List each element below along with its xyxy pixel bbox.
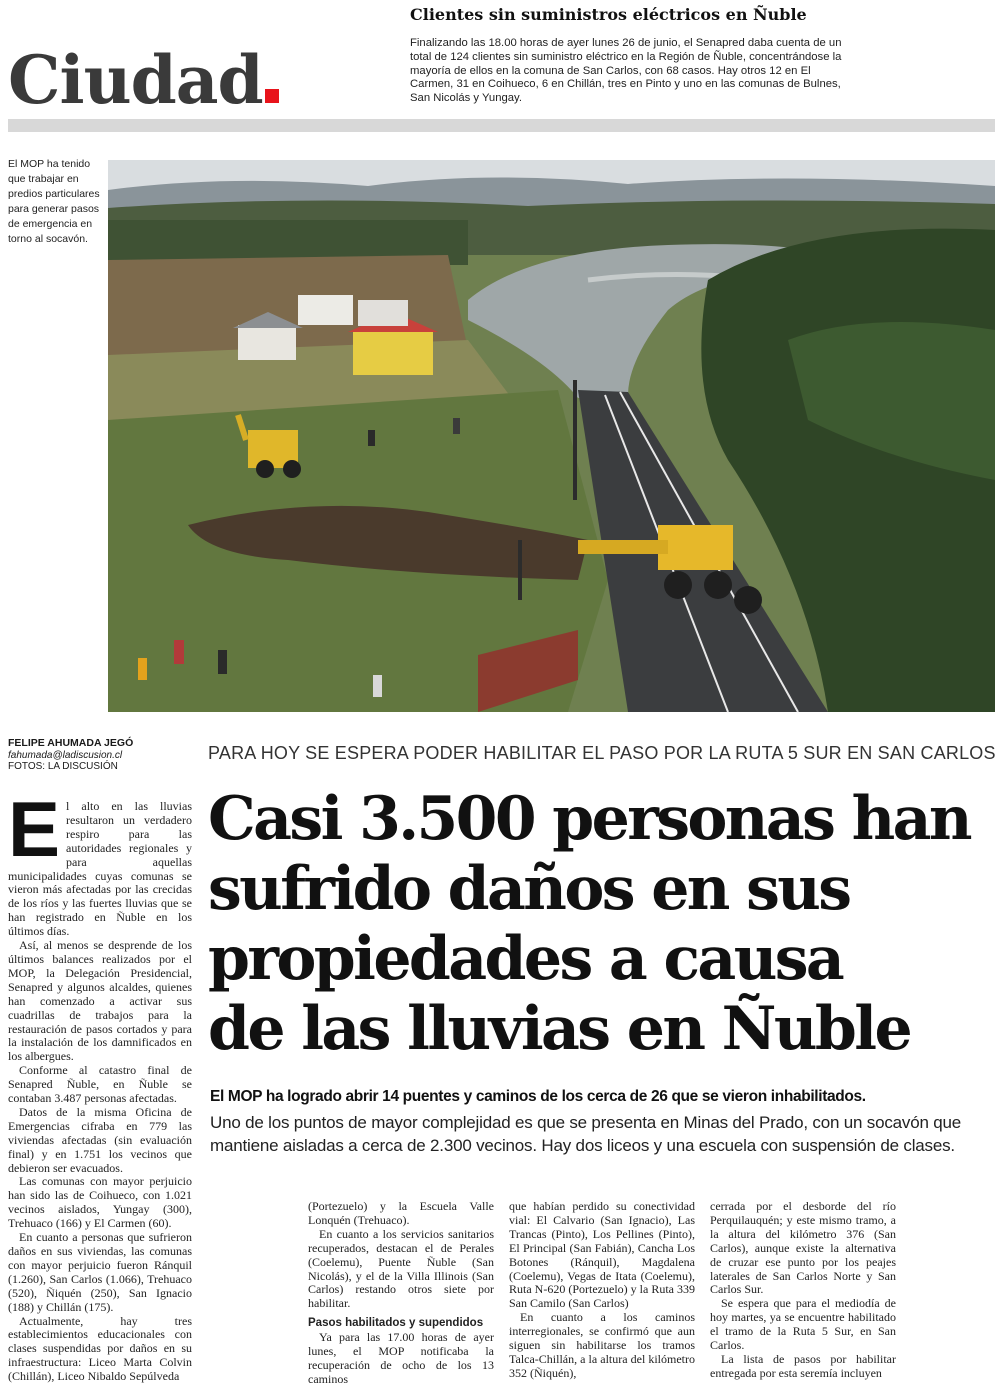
paragraph: En cuanto a los caminos interregionales, se confirmó que aun siguen sin habilitarse los tramos Talca-Chillán, a la altura del kilómetro 352 (Ñiquén), (509, 1310, 695, 1380)
paragraph: Así, al menos se desprende de los últimos balances realizados por el MOP, la Delegación Presidencial, Senapred y algunos alcaldes, quienes han comenzado a activar sus cuadrillas de trabajos para la restauración de pasos cortados y para la instalación de los damnificados en los albergues. (8, 938, 192, 1064)
paragraph: Datos de la misma Oficina de Emergencias cifraba en 779 las viviendas afectadas (sin evaluación final) y en 1.751 los vecinos que debieron ser evacuados. (8, 1104, 192, 1175)
paragraph: Ya para las 17.00 horas de ayer lunes, el MOP notificaba la recuperación de ocho de los 13 caminos (308, 1330, 494, 1386)
paragraph: que habían perdido su conectividad vial: El Calvario (San Ignacio), Las Trancas (Pinto), Los Pellines (Pinto), El Principal (San Fabián), Cancha Los Botones (Ránquil), Magdalena (Coelemu), Vegas de Itata (Coelemu), Ruta N-620 (Portezuelo) y la Ruta 339 San Camilo (San Carlos) (509, 1199, 695, 1311)
article-summary: Uno de los puntos de mayor complejidad es que se presenta en Minas del Prado, con un socavón que mantiene aisladas a cerca de 2.300 vecinos. Hay dos liceos y una escuela con suspensión de clases. (210, 1113, 962, 1155)
byline-author: FELIPE AHUMADA JEGÓ (8, 737, 134, 749)
headline-line: sufrido daños en sus (208, 854, 850, 924)
section-title (8, 40, 279, 120)
paragraph: (Portezuelo) y la Escuela Valle Lonquén (Trehuaco). (308, 1199, 494, 1227)
brief-body: Finalizando las 18.00 horas de ayer lunes 26 de junio, el Senapred daba cuenta de un total de 124 clientes sin suministro eléctrico en la Región de Ñuble, concentrándose la mayoría de ellos en la comuna de San Carlos, con 68 casos. Hay otros 12 en El Carmen, 31 en Coihueco, 6 en Chillán, tres en Pinto y uno en las comunas de Bulnes, San Nicolás y Yungay. (410, 37, 842, 105)
photo-caption: El MOP ha tenido que trabajar en predios particulares para generar pasos de emergencia en torno al socavón. (8, 158, 100, 245)
drop-cap: E (8, 785, 61, 873)
paragraph: cerrada por el desborde del río Perquilauquén; y este mismo tramo, a la altura del kilómetro 376 (San Carlos), aunque existe la alternativa de cruzar ese punto por los peajes laterales de San Carlos Norte y San Carlos Sur. (710, 1199, 896, 1297)
headline-line: propiedades a causa (208, 924, 843, 994)
subheading: Pasos habilitados y supendidos (308, 1317, 484, 1330)
section-divider-bar (8, 119, 995, 132)
article-column-4 (710, 1199, 896, 1380)
paragraph: Se espera que para el mediodía de hoy martes, ya se encuentre habilitado el tramo de la Ruta 5 Sur, en San Carlos. (710, 1296, 896, 1353)
paragraph: En cuanto a personas que sufrieron daños en sus viviendas, las comunas con mayor perjuicio fueron Ránquil (1.260), San Carlos (1.066), Trehuaco (520), Ñiquén (250), San Ignacio (188) y Chillán (175). (8, 1230, 192, 1314)
section-accent-dot (265, 89, 279, 103)
paragraph: La lista de pasos por habilitar entregada por esta seremía incluyen (710, 1351, 896, 1380)
paragraph: Conforme al catastro final de Senapred Ñuble, en Ñuble se contaban 3.487 personas afectadas. (8, 1063, 192, 1106)
section-title-text: Ciudad (8, 41, 263, 119)
brief-headline: Clientes sin suministros eléctricos en Ñuble (410, 5, 807, 24)
headline-line: de las lluvias en Ñuble (208, 994, 911, 1064)
paragraph: En cuanto a los servicios sanitarios recuperados, destacan el de Perales (Coelemu), Puente Ñuble (San Nicolás), y el de la Villa Illinois (San Carlos) restando otros siete por habilitar. (308, 1226, 494, 1311)
article-headline (208, 784, 998, 1064)
headline-line: Casi 3.500 personas han (208, 784, 970, 854)
byline (8, 738, 198, 773)
paragraph: l alto en las lluvias resultaron un verdadero respiro para las autoridades regionales y para aquellas municipalidades cuyas comunas se vieron más afectadas por las crecidas de los ríos y las fuertes lluvias que se han registrado en Ñuble en los últimos días. (8, 799, 192, 939)
paragraph: Actualmente, hay tres establecimientos educacionales con clases suspendidas por daños en su infraestructura: Liceo Marta Colvin (Chillán), Liceo Nibaldo Sepúlveda (8, 1313, 192, 1384)
byline-photo-credit: FOTOS: LA DISCUSIÓN (8, 761, 118, 772)
article-column-1 (8, 785, 192, 1384)
article-column-2 (308, 1199, 494, 1386)
main-photo (108, 160, 995, 712)
paragraph: Las comunas con mayor perjuicio han sido las de Coihueco, con 1.021 vecinos aislados, Yungay (300), Trehuaco (166) y El Carmen (60). (8, 1174, 192, 1231)
article-summary-bold: El MOP ha logrado abrir 14 puentes y caminos de los cerca de 26 que se vieron inhabilitados. (210, 1088, 866, 1105)
article-kicker: PARA HOY SE ESPERA PODER HABILITAR EL PASO POR LA RUTA 5 SUR EN SAN CARLOS (208, 743, 996, 763)
byline-email: fahumada@ladiscusion.cl (8, 749, 123, 761)
article-column-3 (509, 1199, 695, 1380)
